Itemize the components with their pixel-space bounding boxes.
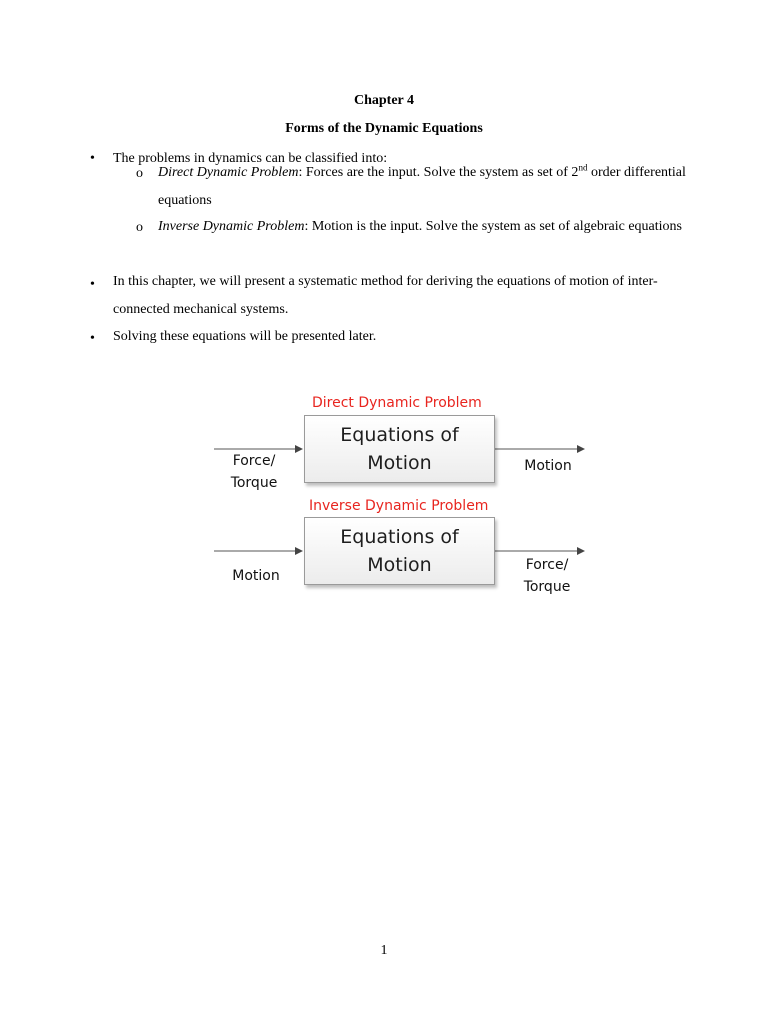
sub-text-direct [158, 159, 718, 215]
page-number: 1 [380, 943, 388, 958]
direct-desc-end: order differential equations [158, 165, 686, 208]
bullet-text-classification: The problems in dynamics can be classified into: [113, 151, 388, 166]
bullet-text-chapter: In this chapter, we will present a systematic method for deriving the equations of motion of inter-connected mechanical systems. [113, 274, 658, 317]
sub-text-inverse [158, 213, 718, 241]
term-inverse: Inverse Dynamic Problem [158, 219, 305, 234]
direct-desc: : Forces are the input. Solve the system as set of 2 [298, 165, 579, 180]
inverse-equations-box: Equations of Motion [304, 517, 495, 585]
direct-output-label: Motion [524, 458, 572, 474]
chapter-title: Chapter 4 [353, 93, 415, 108]
bullet-text-solving: Solving these equations will be presented later. [113, 329, 377, 344]
direct-problem-title: Direct Dynamic Problem [312, 395, 482, 411]
bullet-marker: • [90, 151, 95, 166]
inverse-desc: : Motion is the input. Solve the system as set of algebraic equations [304, 219, 682, 234]
ordinal-suffix: nd [578, 162, 588, 173]
direct-input-label: Force/ Torque [230, 453, 278, 491]
inverse-output-label: Force/ Torque [523, 557, 571, 595]
sub-bullet-marker: o [136, 220, 143, 235]
bullet-marker: • [90, 277, 95, 292]
sub-bullet-marker: o [136, 166, 143, 181]
inverse-problem-title: Inverse Dynamic Problem [309, 498, 489, 514]
inverse-input-label: Motion [232, 568, 280, 584]
bullet-marker: • [90, 331, 95, 346]
section-title: Forms of the Dynamic Equations [285, 121, 483, 136]
direct-equations-box: Equations of Motion [304, 415, 495, 483]
term-direct: Direct Dynamic Problem [158, 165, 299, 180]
